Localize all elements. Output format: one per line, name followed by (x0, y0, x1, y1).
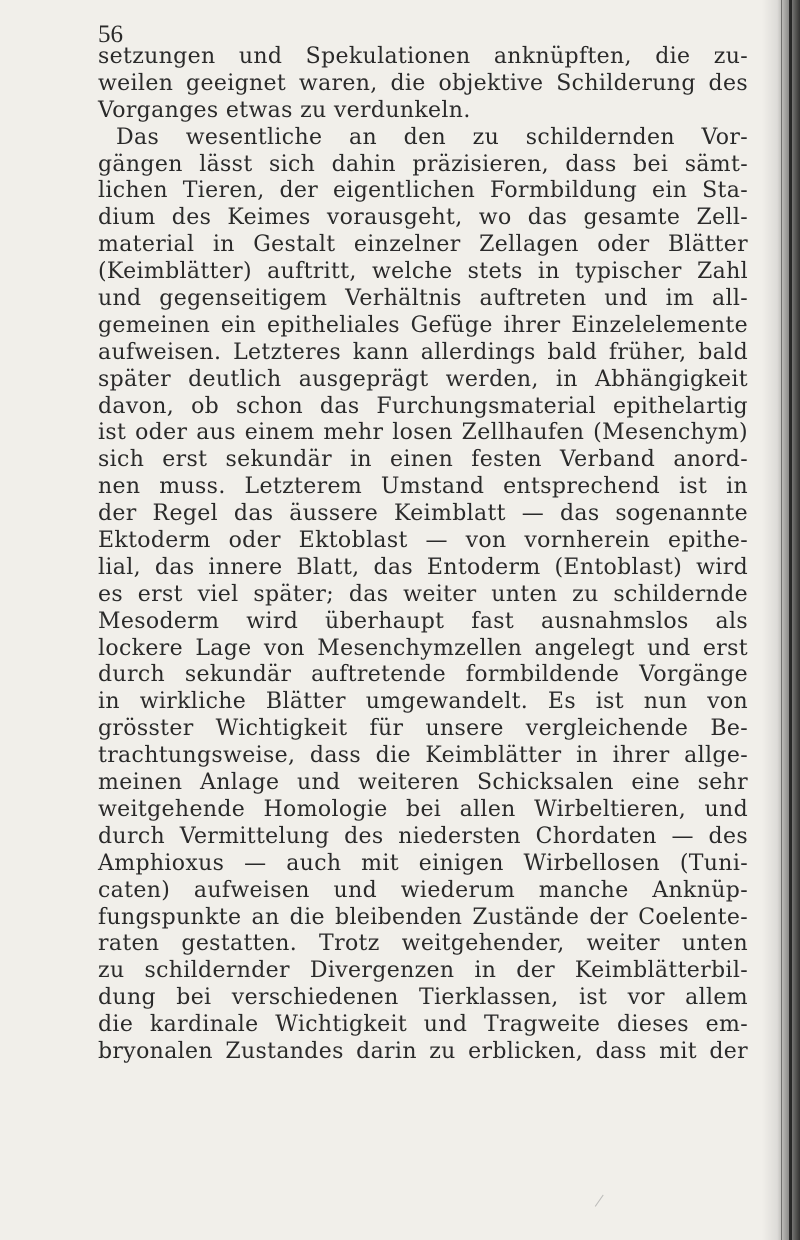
text-line: weilen geeignet waren, die objektive Schilderung des (98, 70, 748, 96)
text-line: zu schildernder Divergenzen in der Keimblätterbil- (98, 958, 748, 984)
text-line: weitgehende Homologie bei allen Wirbeltieren, und (98, 796, 748, 822)
text-line: Ektoderm oder Ektoblast — von vornherein epithe- (98, 528, 748, 554)
text-line: lockere Lage von Mesenchymzellen angelegt und erst (98, 635, 748, 661)
text-line: lial, das innere Blatt, das Entoderm (Entoblast) wird (98, 554, 748, 580)
text-line: fungspunkte an die bleibenden Zustände der Coelente- (98, 904, 748, 930)
text-line: aufweisen. Letzteres kann allerdings bald früher, bald (98, 339, 748, 365)
page-edge-line (781, 0, 782, 1240)
text-line: in wirkliche Blätter umgewandelt. Es ist nun von (98, 689, 748, 715)
page-number: 56 (98, 21, 123, 48)
text-line: Mesoderm wird überhaupt fast ausnahmslos als (98, 608, 748, 634)
text-line: sich erst sekundär in einen festen Verband anord- (98, 447, 748, 473)
text-line: meinen Anlage und weiteren Schicksalen eine sehr (98, 770, 748, 796)
text-line: lichen Tieren, der eigentlichen Formbildung ein Sta- (98, 178, 748, 204)
text-line: der Regel das äussere Keimblatt — das sogenannte (98, 501, 748, 527)
text-line: nen muss. Letzterem Umstand entsprechend ist in (98, 474, 748, 500)
text-line: gängen lässt sich dahin präzisieren, dass bei sämt- (98, 151, 748, 177)
paragraph-start-line: Das wesentliche an den zu schildernden Vor- (116, 124, 748, 150)
text-line: davon, ob schon das Furchungsmaterial epithelartig (98, 393, 748, 419)
text-line: die kardinale Wichtigkeit und Tragweite dieses em- (98, 1012, 748, 1038)
text-line: und gegenseitigem Verhältnis auftreten und im all- (98, 286, 748, 312)
text-line: durch Vermittelung des niedersten Chordaten — des (98, 823, 748, 849)
text-line: gemeinen ein epitheliales Gefüge ihrer Einzelelemente (98, 312, 748, 338)
text-line: Amphioxus — auch mit einigen Wirbellosen (Tuni- (98, 850, 748, 876)
text-line: (Keimblätter) auftritt, welche stets in typischer Zahl (98, 259, 748, 285)
text-line: raten gestatten. Trotz weitgehender, weiter unten (98, 931, 748, 957)
text-line: bryonalen Zustandes darin zu erblicken, dass mit der (98, 1038, 748, 1064)
text-line: durch sekundär auftretende formbildende Vorgänge (98, 662, 748, 688)
text-line: trachtungsweise, dass die Keimblätter in ihrer allge- (98, 743, 748, 769)
text-line: es erst viel später; das weiter unten zu schildernde (98, 581, 748, 607)
text-line: dium des Keimes vorausgeht, wo das gesamte Zell- (98, 205, 748, 231)
text-line: ist oder aus einem mehr losen Zellhaufen (Mesenchym) (98, 420, 748, 446)
binding-edge-line (789, 0, 792, 1240)
body-text (98, 44, 748, 1066)
text-line: Vorganges etwas zu verdunkeln. (98, 97, 471, 123)
text-line: material in Gestalt einzelner Zellagen oder Blätter (98, 232, 748, 258)
text-line: grösster Wichtigkeit für unsere vergleichende Be- (98, 716, 748, 742)
pencil-mark (595, 1195, 610, 1212)
text-line: caten) aufweisen und wiederum manche Anknüp- (98, 877, 748, 903)
text-line: dung bei verschiedenen Tierklassen, ist vor allem (98, 985, 748, 1011)
text-line: setzungen und Spekulationen anknüpften, die zu- (98, 44, 748, 69)
text-line: später deutlich ausgeprägt werden, in Abhängigkeit (98, 366, 748, 392)
